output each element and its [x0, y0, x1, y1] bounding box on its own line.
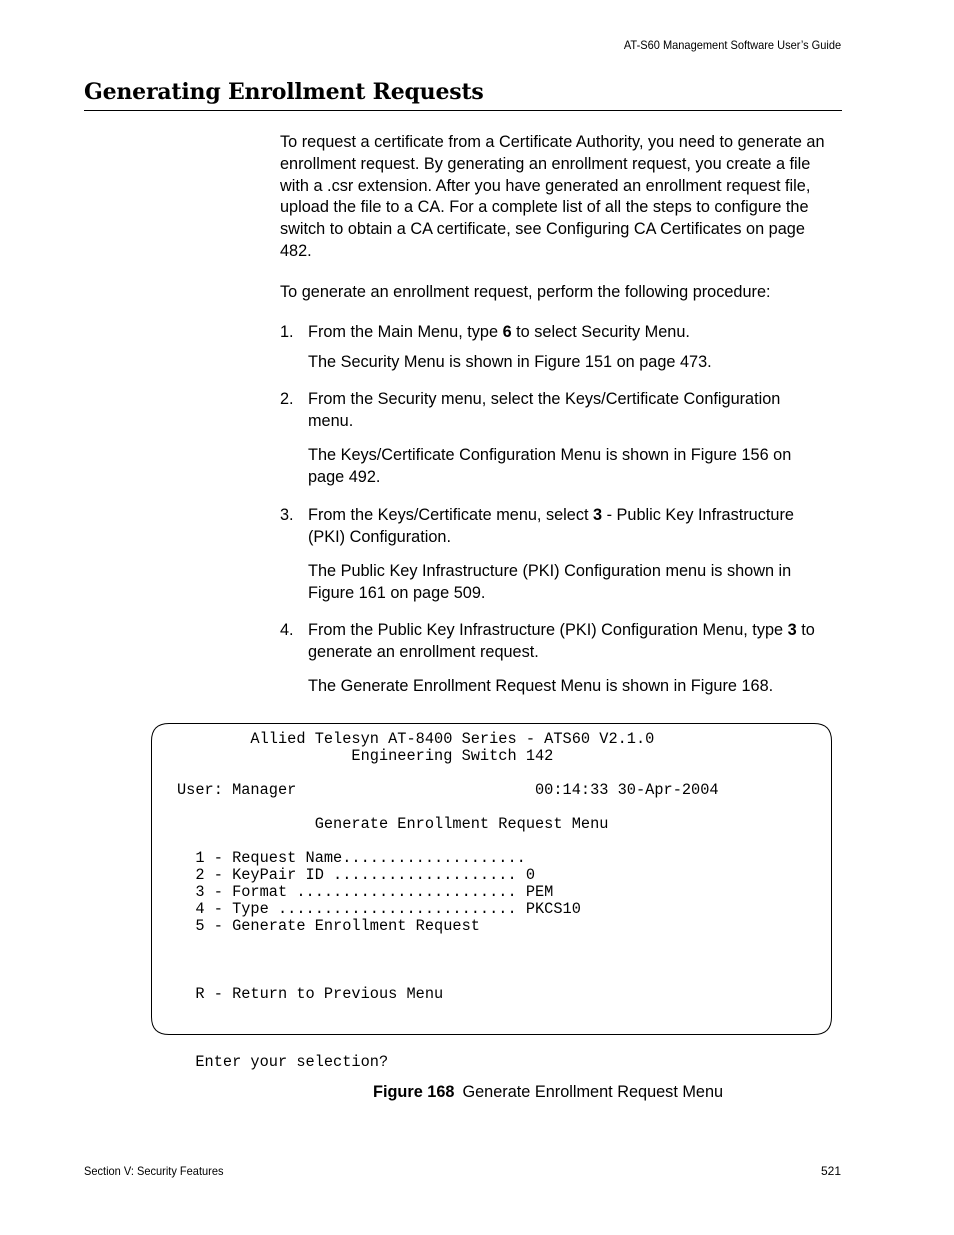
terminal-screen-figure	[151, 723, 832, 1071]
running-header: AT-S60 Management Software User’s Guide	[623, 38, 841, 52]
section-title: Generating Enrollment Requests	[84, 79, 484, 105]
step-text: From the Main Menu, type 6 to select Security Menu.	[308, 323, 690, 341]
intro-paragraph: To request a certificate from a Certificate Authority, you need to generate an enrollment request. By generating an enrollment request, you create a file with a .csr extension. After you have generated an enrollment request file, upload the file to a CA. For a complete list of all the steps to configure the switch to obtain a CA certificate, see Configuring CA Certificates on page 482.	[280, 133, 825, 260]
footer-section: Section V: Security Features	[84, 1164, 224, 1178]
figure-label: Figure 168	[373, 1083, 455, 1101]
page-number: 521	[820, 1164, 841, 1178]
step-note: The Generate Enrollment Request Menu is shown in Figure 168.	[308, 677, 774, 695]
step-text: From the Security menu, select the Keys/Certificate Configuration menu.	[308, 390, 781, 430]
step-number: 2.	[280, 390, 294, 408]
procedure-intro: To generate an enrollment request, perform the following procedure:	[280, 283, 771, 301]
step-number: 1.	[280, 323, 294, 341]
title-rule	[84, 110, 842, 111]
step-number: 3.	[280, 506, 294, 524]
step-note: The Keys/Certificate Configuration Menu is shown in Figure 156 on page 492.	[308, 446, 792, 486]
step-note: The Security Menu is shown in Figure 151 on page 473.	[308, 353, 712, 371]
step-text: From the Public Key Infrastructure (PKI) Configuration Menu, type 3 to generate an enrollment request.	[308, 621, 815, 661]
terminal-text: Allied Telesyn AT-8400 Series - ATS60 V2.1.0 Engineering Switch 142 User: Manager 00:14:33 30-Apr-2004 Generate Enrollment Request Menu 1 - Request Name.................... 2 - KeyPair ID .................... 0 3 - Format ........................ PEM 4 - Type .......................... PKCS10 5 - Generate Enrollment Request R - Return to Previous Menu Enter your selection?	[177, 730, 719, 1071]
figure-caption	[373, 1083, 723, 1102]
step-text: From the Keys/Certificate menu, select 3 - Public Key Infrastructure (PKI) Configuration.	[308, 506, 794, 546]
figure-title: Generate Enrollment Request Menu	[462, 1083, 724, 1101]
step-number: 4.	[280, 621, 294, 639]
step-note: The Public Key Infrastructure (PKI) Configuration menu is shown in Figure 161 on page 509.	[308, 562, 792, 602]
